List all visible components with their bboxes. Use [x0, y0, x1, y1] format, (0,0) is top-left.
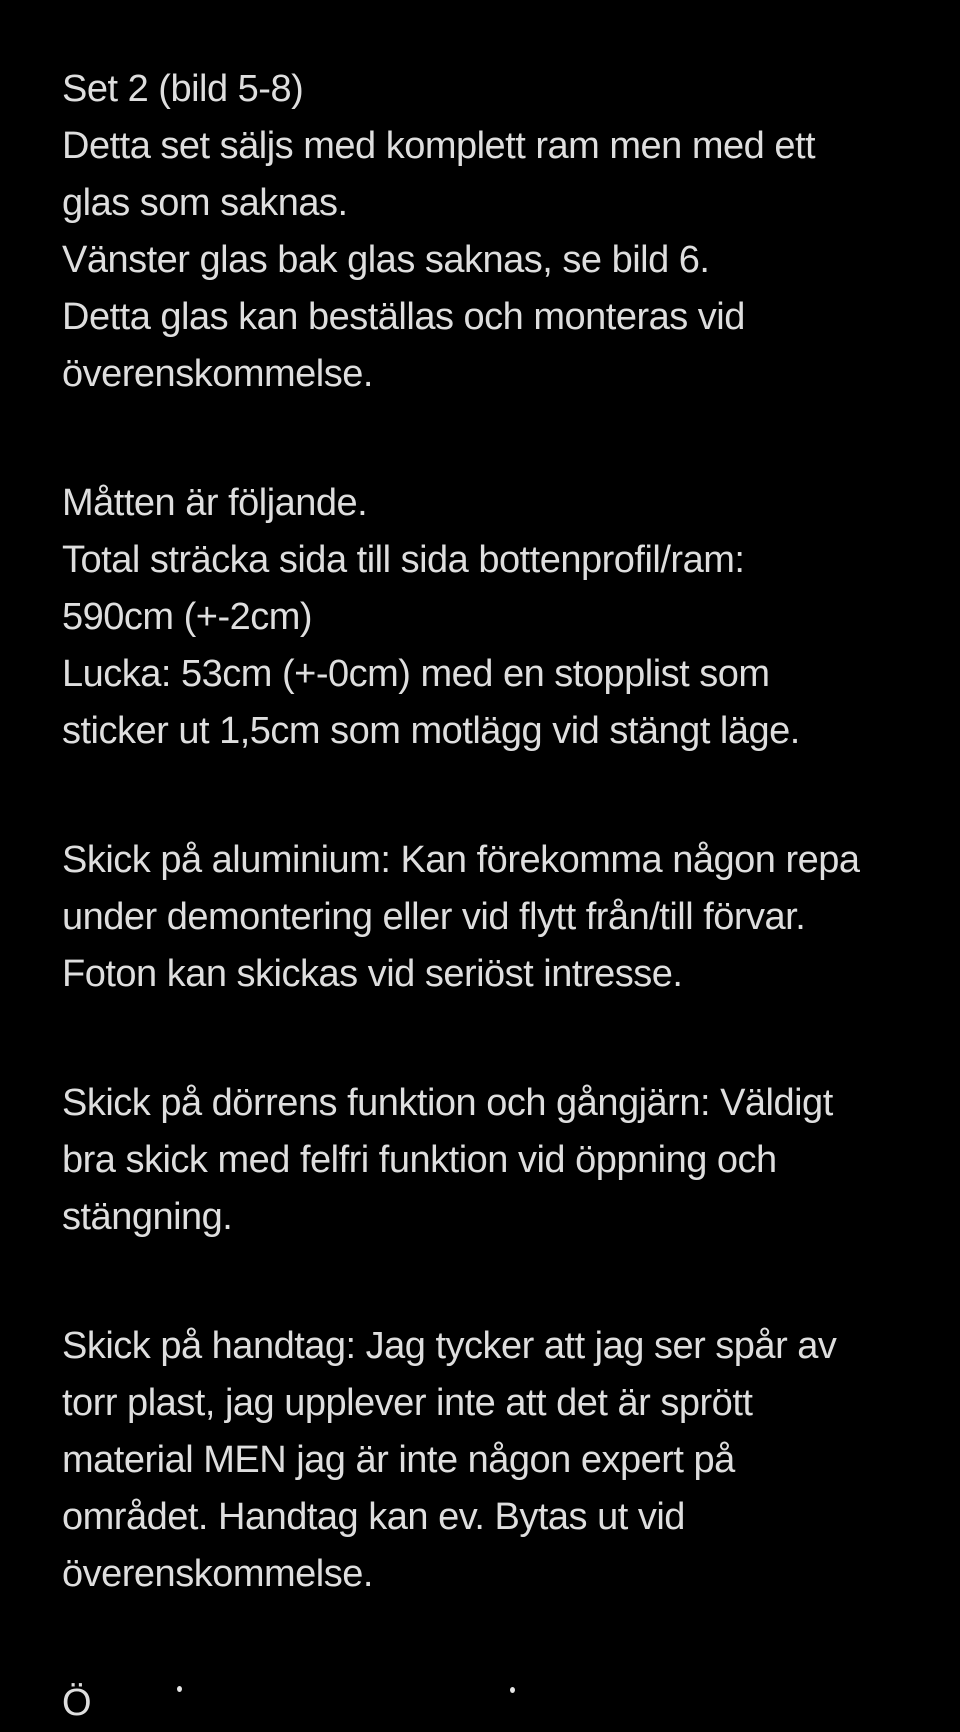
- text-line: 590cm (+-2cm): [62, 596, 313, 638]
- text-line: Vänster glas bak glas saknas, se bild 6.: [62, 239, 710, 281]
- text-line: Set 2 (bild 5-8): [62, 68, 304, 110]
- text-line: Foton kan skickas vid seriöst intresse.: [62, 953, 683, 995]
- text-line: överenskommelse.: [62, 353, 373, 395]
- text-line: Lucka: 53cm (+-0cm) med en stopplist som: [62, 653, 770, 695]
- text-line: Skick på aluminium: Kan förekomma någon repa: [62, 839, 860, 881]
- text-line: material MEN jag är inte någon expert på: [62, 1439, 735, 1481]
- text-line: Detta set säljs med komplett ram men med ett: [62, 125, 816, 167]
- text-line: Total sträcka sida till sida bottenprofil/ram:: [62, 539, 745, 581]
- paragraph-clipped-bottom-line: [62, 1675, 946, 1732]
- clipped-glyph-fragment: [510, 1687, 515, 1693]
- text-line: sticker ut 1,5cm som motlägg vid stängt läge.: [62, 710, 800, 752]
- text-line: under demontering eller vid flytt från/till förvar.: [62, 896, 806, 938]
- text-line: torr plast, jag upplever inte att det är sprött: [62, 1382, 753, 1424]
- paragraph-measurements: [62, 475, 946, 760]
- paragraph-aluminium-condition: [62, 832, 946, 1003]
- paragraph-intro: [62, 61, 946, 403]
- text-line: överenskommelse.: [62, 1553, 373, 1595]
- clipped-glyph-fragment: [177, 1686, 182, 1692]
- text-line: bra skick med felfri funktion vid öppning och: [62, 1139, 777, 1181]
- text-line: Måtten är följande.: [62, 482, 368, 524]
- paragraph-door-function-condition: [62, 1075, 946, 1246]
- text-line: glas som saknas.: [62, 182, 348, 224]
- text-line: Ö: [62, 1682, 92, 1724]
- text-line: stängning.: [62, 1196, 233, 1238]
- text-line: området. Handtag kan ev. Bytas ut vid: [62, 1496, 685, 1538]
- text-line: Skick på handtag: Jag tycker att jag ser spår av: [62, 1325, 837, 1367]
- paragraph-handle-condition: [62, 1318, 946, 1603]
- text-line: Skick på dörrens funktion och gångjärn: Väldigt: [62, 1082, 833, 1124]
- text-line: Detta glas kan beställas och monteras vid: [62, 296, 745, 338]
